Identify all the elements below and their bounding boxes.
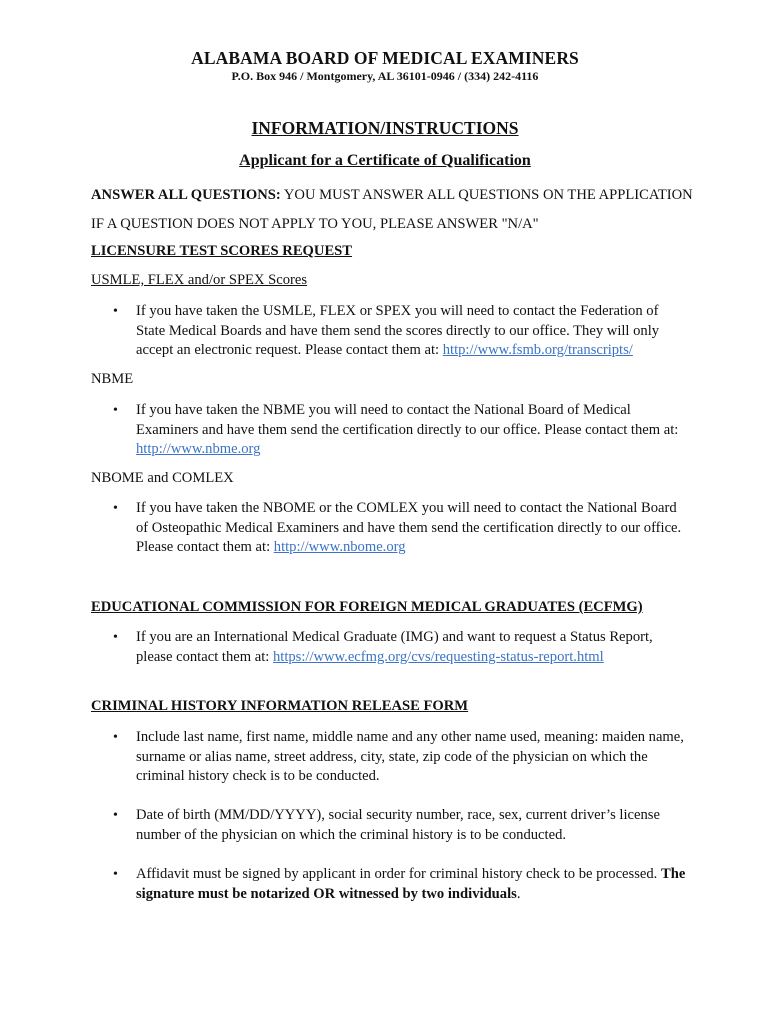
ecfmg-text: If you are an International Medical Graduate (IMG) and want to request a Status Report, please contact them at: (136, 629, 653, 665)
nbome-bullet-text (136, 499, 686, 558)
bullet-marker: • (113, 304, 118, 319)
affidavit-text: Affidavit must be signed by applicant in order for criminal history check to be processed. (136, 866, 661, 882)
document-subtitle: Applicant for a Certificate of Qualification (239, 152, 531, 169)
fsmb-link[interactable]: http://www.fsmb.org/transcripts/ (442, 342, 633, 359)
sentence-end: . (516, 885, 521, 902)
bullet-marker: • (113, 403, 118, 418)
bullet-marker: • (113, 867, 118, 882)
ecfmg-heading: EDUCATIONAL COMMISSION FOR FOREIGN MEDICAL GRADUATES (ECFMG) (91, 599, 643, 615)
nbome-subheading: NBOME and COMLEX (91, 470, 234, 486)
licensure-heading: LICENSURE TEST SCORES REQUEST (91, 243, 353, 259)
nbme-link[interactable]: http://www.nbme.org (136, 441, 261, 458)
nbome-link[interactable]: http://www.nbome.org (273, 539, 406, 556)
answer-all-line (91, 186, 693, 206)
na-instruction: IF A QUESTION DOES NOT APPLY TO YOU, PLEASE ANSWER "N/A" (91, 216, 539, 232)
usmle-bullet-text (136, 302, 686, 361)
criminal-bullet-2-text: Date of birth (MM/DD/YYYY), social security number, race, sex, current driver’s license number of the physician on which the criminal history is to be conducted. (136, 807, 660, 843)
document-title: INFORMATION/INSTRUCTIONS (251, 118, 519, 138)
usmle-text: If you have taken the USMLE, FLEX or SPEX you will need to contact the Federation of State Medical Boards and have them send the scores directly to our office. They will only accept an electronic request. Please contact them at: (136, 303, 660, 359)
bullet-marker: • (113, 730, 118, 745)
bullet-marker: • (113, 501, 118, 516)
signature-requirement: The signature must be notarized OR witnessed by two individuals (136, 866, 686, 902)
usmle-subheading: USMLE, FLEX and/or SPEX Scores (91, 272, 308, 288)
criminal-heading: CRIMINAL HISTORY INFORMATION RELEASE FORM (91, 698, 469, 714)
criminal-bullet-1-text: Include last name, first name, middle name and any other name used, meaning: maiden name, surname or alias name, street address, city, state, zip code of the physician on which the criminal history check is to be conducted. (136, 729, 684, 785)
ecfmg-link[interactable]: https://www.ecfmg.org/cvs/requesting-status-report.html (272, 648, 604, 665)
bullet-marker: • (113, 630, 118, 645)
nbome-text: If you have taken the NBOME or the COMLEX you will need to contact the National Board of Osteopathic Medical Examiners and have them send the certification directly to our office. Please contact them at: (136, 500, 682, 556)
nbme-subheading: NBME (91, 371, 134, 387)
answer-all-text: YOU MUST ANSWER ALL QUESTIONS ON THE APPLICATION (280, 187, 693, 203)
nbme-text: If you have taken the NBME you will need to contact the National Board of Medical Examiners and have them send the certification directly to our office. Please contact them at: (136, 402, 679, 438)
nbme-bullet-text (136, 401, 686, 460)
bullet-marker: • (113, 808, 118, 823)
org-title: ALABAMA BOARD OF MEDICAL EXAMINERS (191, 48, 579, 68)
org-address: P.O. Box 946 / Montgomery, AL 36101-0946 / (334) 242-4116 (231, 69, 539, 83)
criminal-bullet-3-text (136, 865, 686, 904)
ecfmg-bullet-text (136, 628, 686, 667)
answer-all-label: ANSWER ALL QUESTIONS: (91, 187, 281, 203)
